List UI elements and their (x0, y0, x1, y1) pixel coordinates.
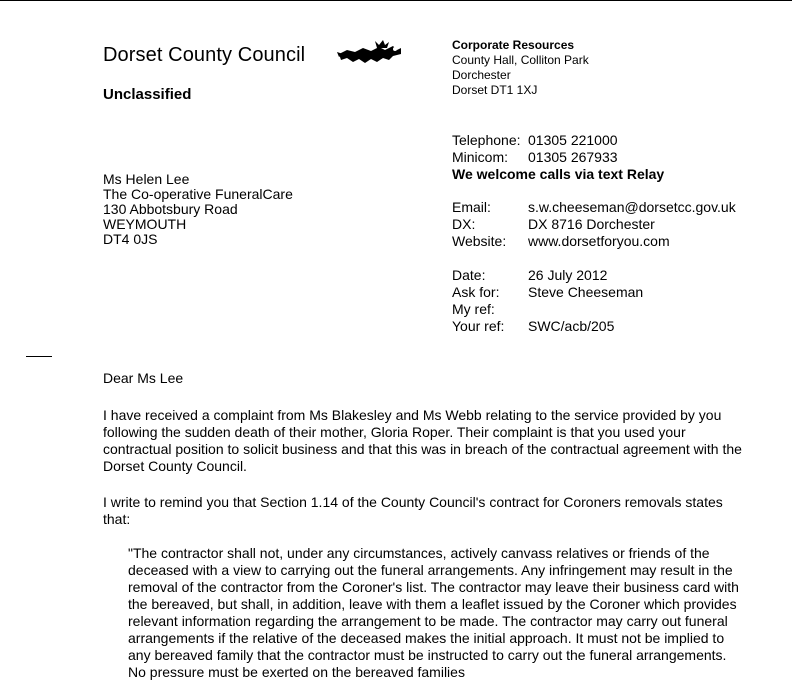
org-logo-text: Dorset County Council (103, 44, 306, 66)
reference-block (452, 267, 643, 335)
body-paragraph-1: I have received a complaint from Ms Blakesley and Ms Webb relating to the service provided by you following the sudden death of their mother, Gloria Roper. Their complaint is that you used your contractual position to solicit business and that this was in breach of the contractual agreement with the Dorset County Council. (103, 407, 742, 474)
sender-phone-block (452, 132, 664, 183)
date-label: Date: (452, 267, 486, 283)
website-label: Website: (452, 233, 507, 249)
recipient-address (103, 172, 293, 247)
sender-address-line: Dorset DT1 1XJ (452, 83, 538, 97)
recipient-line: DT4 0JS (103, 231, 158, 247)
minicom-label: Minicom: (452, 149, 509, 165)
relay-note: We welcome calls via text Relay (452, 166, 665, 182)
classification-label: Unclassified (103, 86, 192, 103)
recipient-line: Ms Helen Lee (103, 171, 190, 187)
your-ref-value: SWC/acb/205 (528, 318, 615, 334)
email-link[interactable]: s.w.cheeseman@dorsetcc.gov.uk (528, 199, 736, 215)
dx-label: DX: (452, 216, 476, 232)
dx-value: DX 8716 Dorchester (528, 216, 655, 232)
date-value: 26 July 2012 (528, 267, 608, 283)
ask-for-label: Ask for: (452, 284, 500, 300)
website-link[interactable]: www.dorsetforyou.com (528, 233, 670, 249)
telephone-label: Telephone: (452, 132, 521, 148)
salutation: Dear Ms Lee (103, 370, 184, 386)
telephone-value: 01305 221000 (528, 132, 618, 148)
my-ref-label: My ref: (452, 301, 495, 317)
sender-department: Corporate Resources (452, 38, 575, 52)
recipient-line: 130 Abbotsbury Road (103, 201, 238, 217)
email-label: Email: (452, 199, 491, 215)
page-top-border (0, 0, 792, 1)
sender-address-line: Dorchester (452, 68, 511, 82)
your-ref-label: Your ref: (452, 318, 505, 334)
sender-address-block (452, 38, 589, 98)
sender-address-line: County Hall, Colliton Park (452, 53, 589, 67)
recipient-line: The Co-operative FuneralCare (103, 186, 293, 202)
minicom-value: 01305 267933 (528, 149, 618, 165)
recipient-line: WEYMOUTH (103, 216, 187, 232)
sender-contact-block (452, 199, 736, 250)
ask-for-value: Steve Cheeseman (528, 284, 644, 300)
fold-mark (26, 356, 52, 357)
body-paragraph-2: I write to remind you that Section 1.14 of the County Council's contract for Coroners removals states that: (103, 494, 723, 527)
contract-quote: "The contractor shall not, under any circumstances, actively canvass relatives or friends of the deceased with a view to carrying out the funeral arrangements. Any infringement may result in the removal of the contractor from the Coroner's list. The contractor may leave their business card with the bereaved, but shall, in addition, leave with them a leaflet issued by the Coroner which provides relevant information regarding the arrangement to be made. The contractor may carry out funeral arrangements if the relative of the deceased makes the initial approach. It must not be implied to any bereaved family that the contractor must be instructed to carry out the funeral arrangements. No pressure must be exerted on the bereaved families (128, 545, 739, 680)
dorset-crest-icon (335, 38, 405, 68)
